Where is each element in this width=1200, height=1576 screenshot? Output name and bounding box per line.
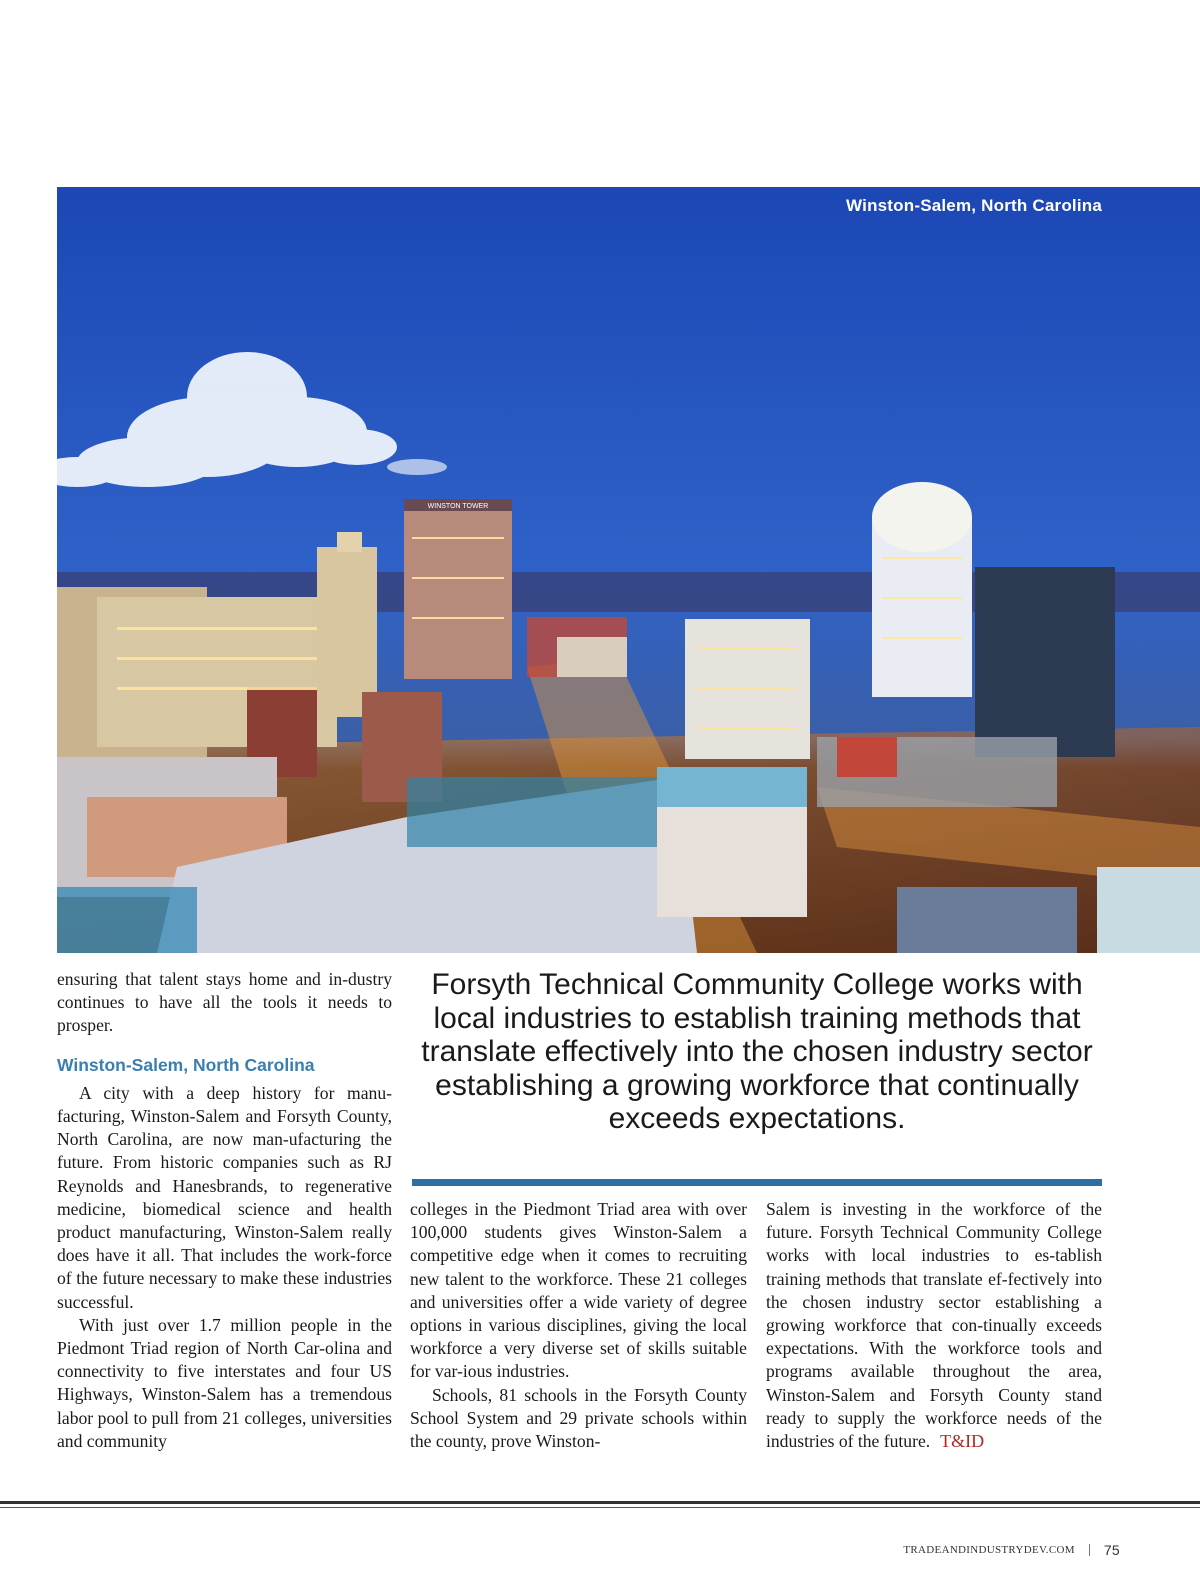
- section-subhead: Winston-Salem, North Carolina: [57, 1054, 315, 1075]
- body-paragraph: [766, 1198, 1102, 1453]
- pull-quote: Forsyth Technical Community College works with local industries to establish training methods that translate effectively into the chosen industry sector establishing a growing workforce that continually exceeds expectations.: [421, 968, 1093, 1135]
- body-paragraph: A city with a deep history for manu-facturing, Winston-Salem and Forsyth County, North Carolina, are now man-ufacturing the future. From historic companies such as RJ Reynolds and Hanesbrands, to regenerative medicine, biomedical science and health product manufacturing, Winston-Salem really does have it all. That includes the work-force of the future necessary to make these industries successful.: [57, 1082, 392, 1312]
- footer-separator: [1089, 1544, 1090, 1556]
- hero-photo: [57, 187, 1200, 953]
- text-column-1: [57, 968, 392, 1453]
- city-skyline-illustration: [57, 187, 1200, 953]
- pull-quote-rule: [412, 1179, 1102, 1186]
- signoff-mark: T&ID: [940, 1431, 985, 1452]
- text-column-3: [766, 1198, 1102, 1453]
- continued-paragraph: ensuring that talent stays home and in-dustry continues to have all the tools it needs to prosper.: [57, 969, 392, 1036]
- footer-rule-thin: [0, 1507, 1200, 1508]
- body-paragraph: With just over 1.7 million people in the Piedmont Triad region of North Car-olina and connectivity to five interstates and four US Highways, Winston-Salem has a tremendous labor pool to pull from 21 colleges, universities and community: [57, 1314, 392, 1451]
- text-column-2: [410, 1198, 747, 1453]
- body-paragraph: colleges in the Piedmont Triad area with over 100,000 students gives Winston-Salem a competitive edge when it comes to recruiting new talent to the workforce. These 21 colleges and universities offer a wide variety of degree options in various disciplines, giving the local workforce a very diverse set of skills suitable for var-ious industries.: [410, 1199, 747, 1382]
- footer-rule: [0, 1501, 1200, 1504]
- footer-site: TRADEANDINDUSTRYDEV.COM: [903, 1544, 1075, 1556]
- closing-text: Salem is investing in the workforce of the future. Forsyth Technical Community College works with local industries to es-tablish training methods that translate ef-fectively into the chosen industry sector establishing a growing workforce that con-tinually exceeds expectations. With the workforce tools and programs available throughout the area, Winston-Salem and Forsyth County stand ready to supply the workforce needs of the industries of the future.: [766, 1199, 1102, 1452]
- photo-caption: Winston-Salem, North Carolina: [846, 196, 1102, 215]
- page-footer: [903, 1542, 1120, 1558]
- tower-sign: WINSTON TOWER: [427, 503, 489, 510]
- body-paragraph: Schools, 81 schools in the Forsyth County School System and 29 private schools within the county, prove Winston-: [410, 1384, 747, 1452]
- page-number: 75: [1103, 1542, 1120, 1558]
